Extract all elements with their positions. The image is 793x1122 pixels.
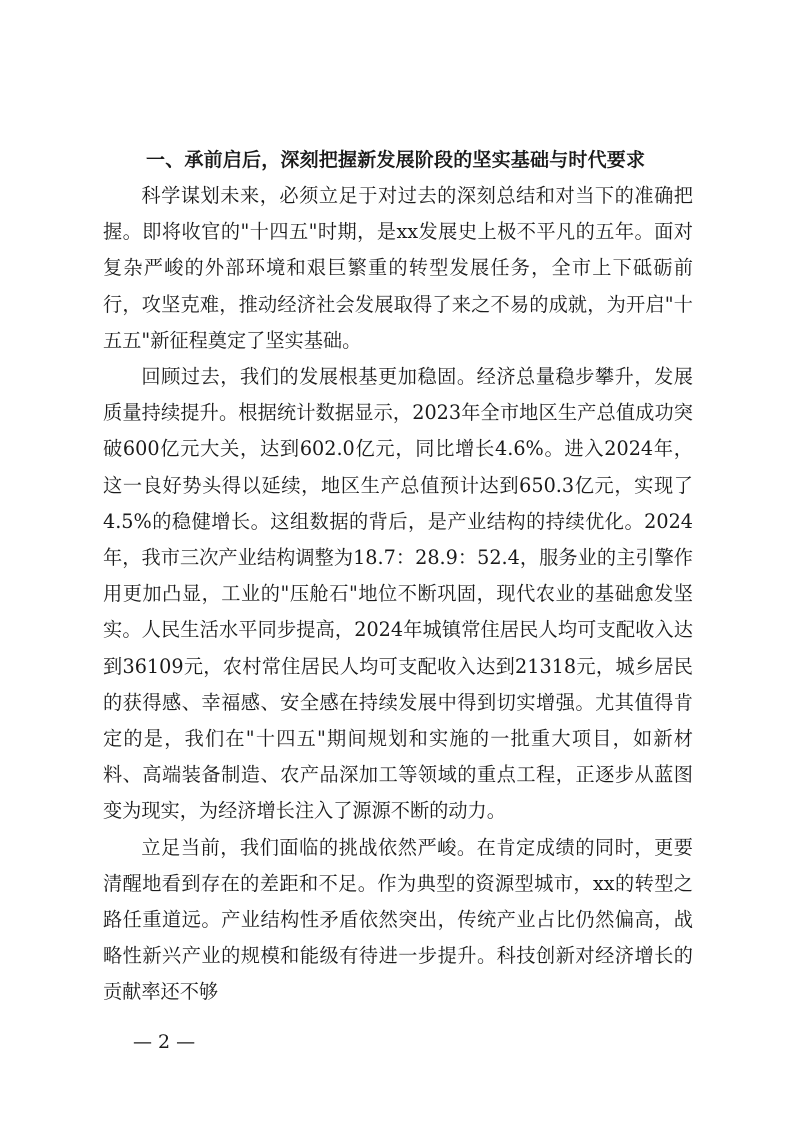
section-heading: 一、承前启后，深刻把握新发展阶段的坚实基础与时代要求 (146, 149, 646, 171)
page-number: — 2 — (133, 1031, 196, 1053)
paragraph-intro: 科学谋划未来，必须立足于对过去的深刻总结和对当下的准确把握。即将收官的"十四五"时期，是xx发展史上极不平凡的五年。面对复杂严峻的外部环境和艰巨繁重的转型发展任务，全市上下砥砺前行，攻坚克难，推动经济社会发展取得了来之不易的成就，为开启"十五五"新征程奠定了坚实基础。 (103, 184, 693, 352)
document-body (103, 178, 693, 1011)
paragraph-challenges: 立足当前，我们面临的挑战依然严峻。在肯定成绩的同时，更要清醒地看到存在的差距和不足。作为典型的资源型城市，xx的转型之路任重道远。产业结构性矛盾依然突出，传统产业占比仍然偏高，战略性新兴产业的规模和能级有待进一步提升。科技创新对经济增长的贡献率还不够 (103, 835, 693, 1004)
paragraph-review: 回顾过去，我们的发展根基更加稳固。经济总量稳步攀升，发展质量持续提升。根据统计数据显示，2023年全市地区生产总值成功突破600亿元大关，达到602.0亿元，同比增长4.6%。进入2024年，这一良好势头得以延续，地区生产总值预计达到650.3亿元，实现了4.5%的稳健增长。这组数据的背后，是产业结构的持续优化。2024年，我市三次产业结构调整为18.7：28.9：52.4，服务业的主引擎作用更加凸显，工业的"压舱石"地位不断巩固，现代农业的基础愈发坚实。人民生活水平同步提高，2024年城镇常住居民人均可支配收入达到36109元，农村常住居民人均可支配收入达到21318元，城乡居民的获得感、幸福感、安全感在持续发展中得到切实增强。尤其值得肯定的是，我们在"十四五"期间规划和实施的一批重大项目，如新材料、高端装备制造、农产品深加工等领域的重点工程，正逐步从蓝图变为现实，为经济增长注入了源源不断的动力。 (103, 365, 693, 823)
